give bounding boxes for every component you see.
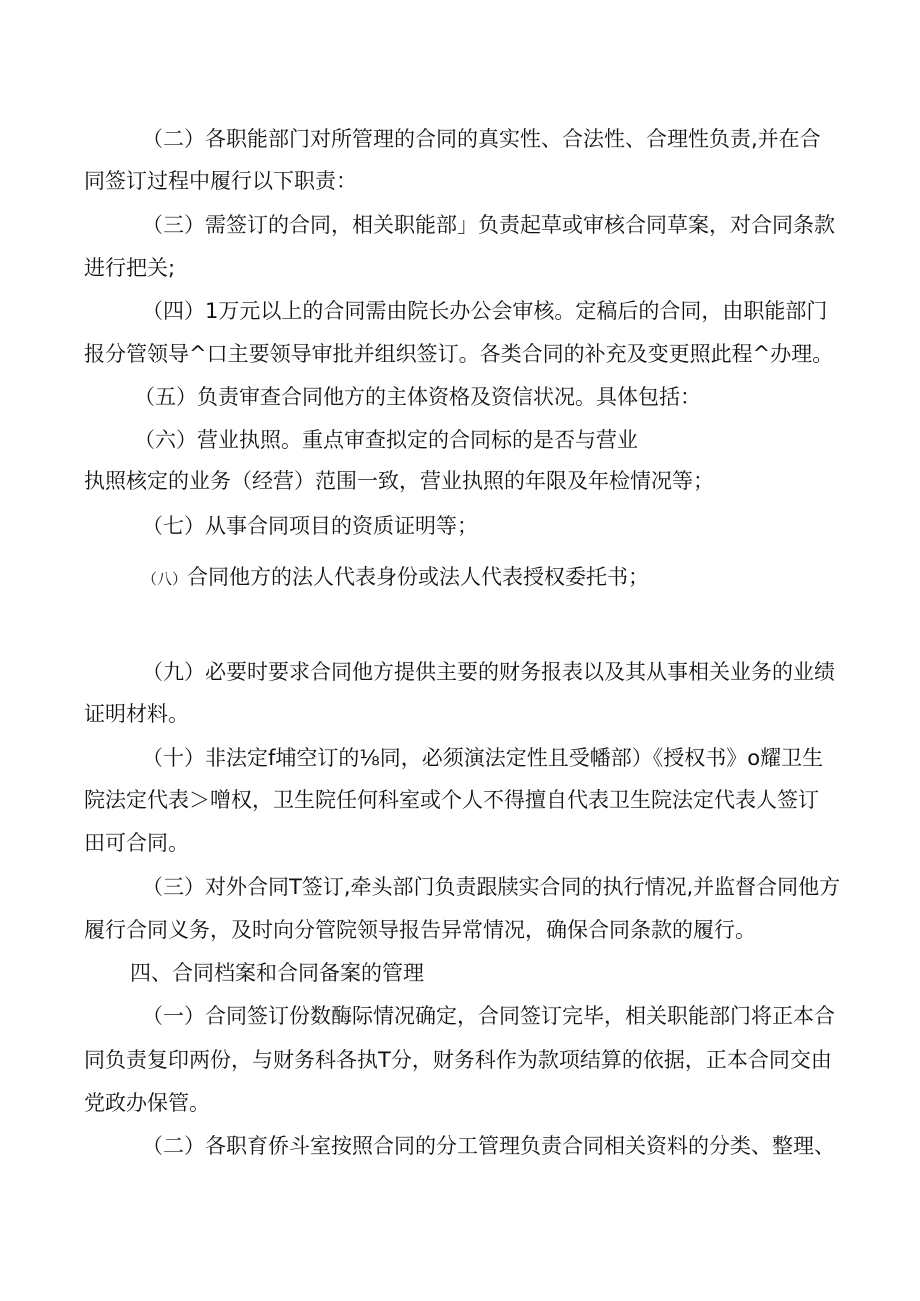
paragraph-line: （三）对外合同T签订,牵头部门负责跟牍实合同的执行情况,并监督合同他方 (142, 875, 841, 899)
section-heading: 四、合同档案和合同备案的管理 (130, 961, 424, 985)
paragraph-line: 进行把关; (84, 256, 176, 280)
paragraph-number: （八） (142, 570, 188, 588)
paragraph-line: 报分管领导^口主要领导审批并组织签订。各类合同的补充及变更照此程^办理。 (84, 342, 834, 366)
paragraph-line: （二）各职能部门对所管理的合同的真实性、合法性、合理性负责,并在合 (142, 127, 821, 151)
paragraph-line: 同负责复印两份，与财务科各执T分，财务科作为款项结算的依据，正本合同交由 (84, 1048, 832, 1072)
paragraph-line: （十）非法定f埔空订的⅛同，必须演法定性且受幡部）《授权书》o耀卫生 (142, 746, 824, 770)
paragraph-line (142, 563, 649, 593)
paragraph-line: （六）营业执照。重点审查拟定的合同标的是否与营业 (134, 428, 638, 452)
paragraph-line: （九）必要时要求合同他方提供主要的财务报表以及其从事相关业务的业绩 (142, 660, 835, 684)
paragraph-line: （四）1万元以上的合同需由院长办公会审核。定稿后的合同，由职能部门 (142, 299, 828, 323)
paragraph-line: （五）负责审查合同他方的主体资格及资信状况。具体包括： (134, 385, 701, 409)
paragraph-line: 同签订过程中履行以下职责： (84, 169, 357, 193)
paragraph-line: （二）各职育侨斗室按照合同的分工管理负责合同相关资料的分类、整理、 (142, 1134, 835, 1158)
paragraph-line: 党政办保管。 (84, 1091, 210, 1115)
paragraph-line: （七）从事合同项目的资质证明等； (142, 514, 478, 538)
paragraph-text: 合同他方的法人代表身份或法人代表授权委托书； (187, 565, 650, 589)
paragraph-line: （三）需签订的合同，相关职能部」负责起草或审核合同草案，对合同条款 (142, 213, 835, 237)
paragraph-line: 田可合同。 (84, 831, 189, 855)
paragraph-line: 执照核定的业务（经营）范围一致，营业执照的年限及年检情况等； (84, 469, 714, 493)
paragraph-line: 证明材料。 (84, 702, 189, 726)
paragraph-line: （一）合同签订份数酶际情况确定，合同签订完毕，相关职能部门将正本合 (142, 1004, 835, 1028)
paragraph-line: 履行合同义务，及时向分管院领导报告异常情况，确保合同条款的履行。 (84, 918, 756, 942)
paragraph-line: 院法定代表＞噌权，卫生院任何科室或个人不得擅自代表卫生院法定代表人签订 (84, 788, 819, 812)
